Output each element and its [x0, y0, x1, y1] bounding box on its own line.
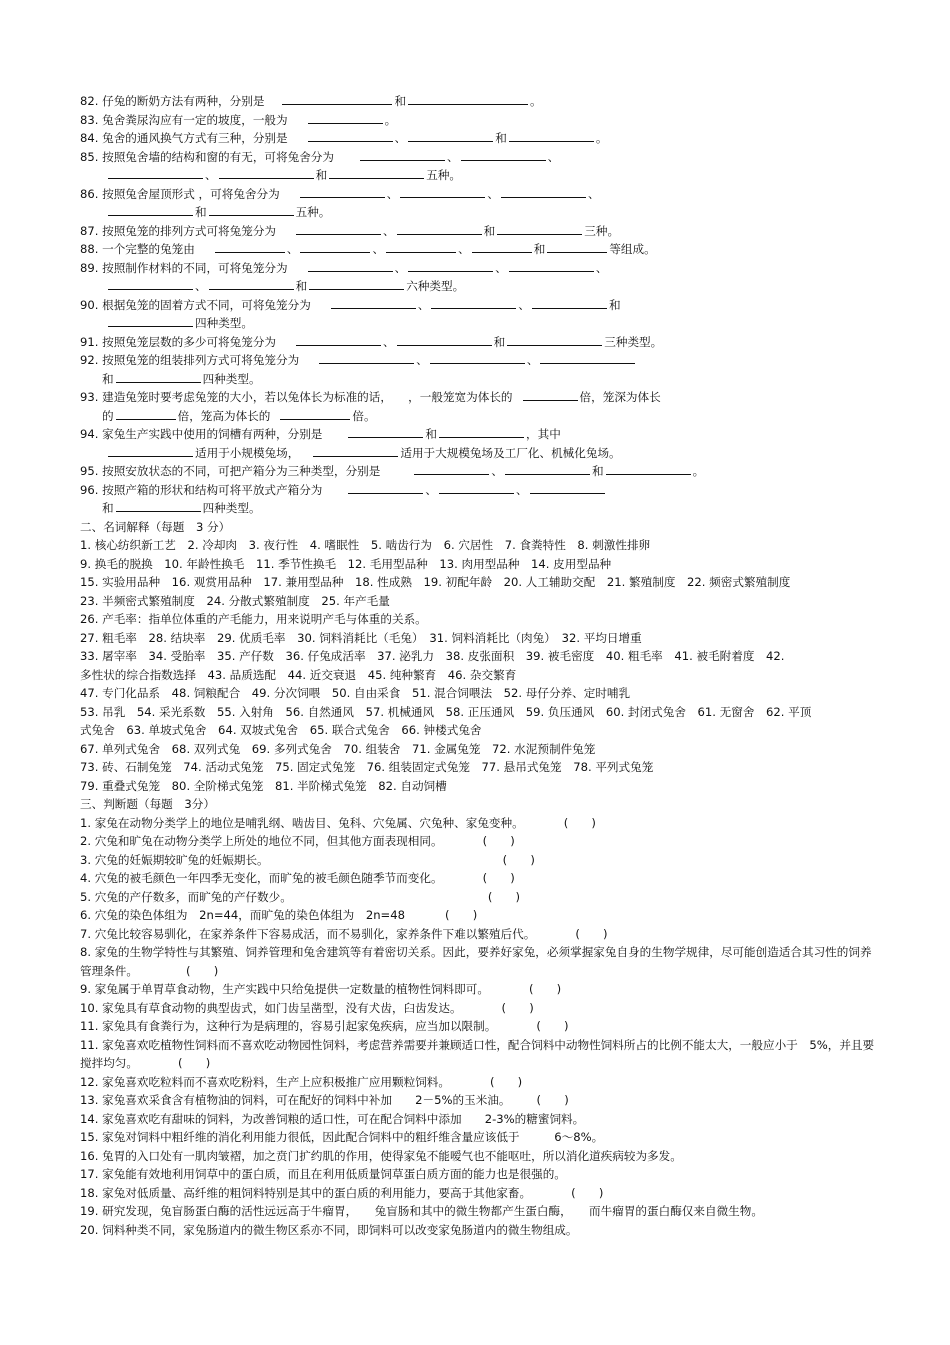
question-93 [80, 388, 880, 407]
definition-line: 27. 粗毛率 28. 结块率 29. 优质毛率 30. 饲料消耗比（毛兔） 31. 饲料消耗比（肉兔） 32. 平均日增重 [80, 630, 642, 645]
question-text: 、 [516, 482, 528, 497]
question-text: 适用于大规模兔场及工厂化、机械化兔场。 [400, 445, 621, 460]
answer-blank [507, 333, 602, 346]
question-85-cont [80, 166, 880, 185]
answer-blank [472, 240, 532, 253]
answer-paren: ( ) [502, 852, 535, 867]
question-text: 四种类型。 [202, 371, 261, 386]
answer-blank [431, 296, 516, 309]
question-92-cont [80, 370, 880, 389]
tf-text: 10. 家兔具有草食动物的典型齿式，如门齿呈凿型，没有犬齿，臼齿发达。 [80, 1000, 462, 1015]
question-text: 和 [425, 427, 438, 441]
tf-item [80, 1184, 880, 1203]
question-87 [80, 222, 880, 241]
question-text: 、 [416, 353, 428, 367]
question-text: 、 [491, 464, 503, 478]
question-text: 和 [609, 297, 621, 312]
tf-item [80, 925, 880, 944]
tf-item [80, 869, 880, 888]
definition-line: 式兔舍 63. 单坡式兔舍 64. 双坡式兔舍 65. 联合式兔舍 66. 钟楼式兔舍 [80, 723, 482, 737]
tf-text: 2. 穴兔和旷兔在动物分类学上所处的地位不同，但其他方面表现相同。 [80, 834, 443, 848]
answer-paren: ( ) [185, 963, 219, 978]
question-86-cont [80, 203, 880, 222]
answer-blank [108, 277, 193, 290]
question-text: 、 [205, 168, 217, 182]
question-text: 85. 按照兔舍墙的结构和窗的有无，可将兔舍分为 [80, 149, 334, 164]
question-text: 、 [394, 260, 407, 275]
tf-text: 3. 穴兔的妊娠期较旷兔的妊娠期长。 [80, 852, 269, 867]
tf-item: 15. 家兔对饲料中粗纤维的消化利用能力很低，因此配合饲料中的粗纤维含量应该低于 6～8%。 [80, 1130, 604, 1144]
definition-line: 79. 重叠式兔笼 80. 全阶梯式兔笼 81. 半阶梯式兔笼 82. 自动饲槽 [80, 778, 447, 793]
answer-blank [509, 259, 594, 272]
answer-blank [116, 370, 201, 383]
question-text: 。 [595, 131, 608, 145]
question-84 [80, 129, 880, 148]
answer-blank [300, 185, 385, 198]
question-text: 和 [102, 371, 114, 386]
question-text: 、 [487, 186, 499, 201]
answer-paren: ( ) [536, 1093, 569, 1107]
answer-blank [414, 462, 489, 475]
definition-line: 23. 半频密式繁殖制度 24. 分散式繁殖制度 25. 年产毛量 [80, 593, 390, 608]
question-text: ，一般笼宽为体长的 [408, 390, 513, 404]
answer-paren: ( ) [571, 1185, 604, 1200]
answer-blank [215, 240, 285, 253]
definition-line: 15. 实验用品种 16. 观赏用品种 17. 兼用型品种 18. 性成熟 19. 初配年龄 20. 人工辅助交配 21. 繁殖制度 22. 频密式繁殖制度 [80, 575, 791, 589]
answer-blank [606, 462, 691, 475]
question-text: 和 [533, 242, 546, 256]
answer-blank [329, 166, 424, 179]
answer-blank [523, 388, 578, 401]
question-text: 、 [383, 223, 395, 238]
tf-item [80, 1017, 880, 1036]
tf-text: 12. 家兔喜欢吃粒料而不喜欢吃粉料，生产上应积极推广应用颗粒饲料。 [80, 1074, 450, 1089]
definition-line: 9. 换毛的脱换 10. 年龄性换毛 11. 季节性换毛 12. 毛用型品种 13. 肉用型品种 14. 皮用型品种 [80, 556, 612, 571]
tf-text: 1. 家兔在动物分类学上的地位是哺乳纲、啮齿目、兔科、穴兔属、穴兔种、家兔变种。 [80, 815, 524, 830]
answer-blank [319, 351, 414, 364]
tf-item [80, 1036, 880, 1073]
answer-blank [509, 129, 594, 142]
question-text: 、 [595, 260, 608, 275]
question-text: 、 [447, 149, 459, 164]
question-91 [80, 333, 880, 352]
question-text: 93. 建造兔笼时要考虑兔笼的大小，若以兔体长为标准的话， [80, 390, 387, 404]
answer-blank [397, 222, 482, 235]
tf-item: 20. 饲料种类不同，家兔肠道内的微生物区系亦不同，即饲料可以改变家兔肠道内的微生物组成。 [80, 1222, 578, 1237]
answer-paren: ( ) [575, 926, 608, 941]
question-text: 、 [518, 297, 531, 312]
question-text: 。 [530, 94, 542, 108]
answer-blank [348, 481, 423, 494]
question-text: 和 [493, 334, 506, 349]
answer-blank [296, 333, 381, 346]
tf-text: 11. 家兔具有食粪行为，这种行为是病理的，容易引起家兔疾病，应当加以限制。 [80, 1019, 497, 1033]
definition-line: 73. 砖、石制兔笼 74. 活动式兔笼 75. 固定式兔笼 76. 组装固定式兔笼 77. 悬吊式兔笼 78. 平列式兔笼 [80, 760, 654, 774]
answer-blank [300, 240, 370, 253]
question-text: ，其中 [526, 427, 561, 441]
answer-blank [408, 92, 528, 105]
tf-item [80, 851, 880, 870]
answer-paren: ( ) [536, 1019, 569, 1033]
tf-item [80, 943, 880, 980]
answer-blank [309, 277, 404, 290]
answer-blank [530, 481, 605, 494]
tf-text: 18. 家兔对低质量、高纤维的粗饲料特别是其中的蛋白质的利用能力，要高于其他家畜。 [80, 1185, 532, 1200]
tf-item [80, 906, 880, 925]
question-text: 、 [286, 242, 299, 256]
answer-blank [296, 222, 381, 235]
tf-text: 11. 家兔喜欢吃植物性饲料而不喜欢吃动物园性饲料，考虑营养需要并兼顾适口性，配合饲料中动物性饲料所占的比例不能太大，一般应小于 5%，并且要搅拌均匀。 [80, 1037, 875, 1070]
question-text: 倍。 [352, 408, 376, 423]
question-89-cont [80, 277, 880, 296]
question-96-cont [80, 499, 880, 518]
tf-item [80, 999, 880, 1018]
answer-blank [108, 203, 193, 216]
section-heading-definitions: 二、名词解释（每题 3 分） [80, 519, 231, 534]
answer-blank [397, 333, 492, 346]
tf-item [80, 814, 880, 833]
question-text: 94. 家兔生产实践中使用的饲槽有两种，分别是 [80, 427, 323, 441]
answer-blank [547, 240, 607, 253]
answer-blank [116, 499, 201, 512]
tf-item: 14. 家兔喜欢吃有甜味的饲料，为改善饲粮的适口性，可在配合饲料中添加 2-3%的糖蜜饲料。 [80, 1111, 585, 1126]
tf-item [80, 1073, 880, 1092]
answer-blank [430, 351, 525, 364]
question-text: 等组成。 [609, 242, 656, 256]
question-text: 五种。 [295, 205, 331, 219]
question-text: 倍，笼深为体长 [579, 390, 661, 404]
section-heading-true-false: 三、判断题（每题 3分） [80, 797, 215, 811]
question-text: 。 [384, 112, 397, 127]
question-text: 87. 按照兔笼的排列方式可将兔笼分为 [80, 223, 277, 238]
answer-blank [313, 444, 398, 457]
answer-blank [282, 92, 392, 105]
tf-text: 6. 穴兔的染色体组为 2n=44，而旷兔的染色体组为 2n=48 [80, 908, 406, 922]
question-95 [80, 462, 880, 481]
tf-text: 4. 穴兔的被毛颜色一年四季无变化，而旷兔的被毛颜色随季节而变化。 [80, 871, 443, 885]
answer-paren: ( ) [482, 834, 515, 848]
question-text: 、 [587, 186, 600, 201]
answer-blank [532, 296, 607, 309]
answer-blank [386, 240, 456, 253]
answer-paren: ( ) [528, 982, 562, 996]
answer-blank [439, 481, 514, 494]
question-85 [80, 148, 880, 167]
question-text: 和 [315, 168, 328, 182]
question-text: 92. 按照兔笼的组装排列方式可将兔笼分为 [80, 353, 300, 367]
tf-item: 16. 兔胃的入口处有一肌肉皱褶，加之贲门扩约肌的作用，使得家兔不能嗳气也不能呕吐，所以消化道疾病较为多发。 [80, 1148, 682, 1163]
question-text: 倍，笼高为体长的 [177, 408, 271, 423]
question-90-cont [80, 314, 880, 333]
answer-blank [308, 129, 393, 142]
tf-text: 7. 穴兔比较容易驯化，在家养条件下容易成活，而不易驯化，家养条件下难以繁殖后代。 [80, 926, 536, 941]
answer-paren: ( ) [501, 1000, 534, 1015]
question-88 [80, 240, 880, 259]
answer-blank [501, 185, 586, 198]
question-text: 适用于小规模兔场， [195, 445, 300, 460]
definition-line: 67. 单列式兔舍 68. 双列式兔 69. 多列式兔舍 70. 组装舍 71. 金属兔笼 72. 水泥预制件兔笼 [80, 741, 596, 756]
tf-item: 17. 家兔能有效地利用饲草中的蛋白质，而且在利用低质量饲草蛋白质方面的能力也是很强的。 [80, 1167, 566, 1181]
answer-blank [108, 314, 193, 327]
answer-paren: ( ) [482, 871, 515, 885]
question-text: 、 [383, 334, 395, 349]
question-text: 的 [102, 408, 114, 423]
answer-blank [540, 351, 635, 364]
question-text: 91. 按照兔笼层数的多少可将兔笼分为 [80, 334, 277, 349]
question-text: 三种。 [584, 223, 620, 238]
answer-blank [408, 259, 493, 272]
question-92 [80, 351, 880, 370]
question-text: 90. 根据兔笼的固着方式不同，可将兔笼分为 [80, 297, 311, 312]
answer-blank [348, 425, 423, 438]
definition-line: 26. 产毛率：指单位体重的产毛能力，用来说明产毛与体重的关系。 [80, 612, 427, 626]
answer-blank [360, 148, 445, 161]
tf-text: 9. 家兔属于单胃草食动物，生产实践中只给兔提供一定数量的植物性饲料即可。 [80, 982, 489, 996]
tf-item [80, 1091, 880, 1110]
question-text: 和 [295, 279, 308, 293]
question-text: 四种类型。 [195, 316, 253, 330]
tf-item: 19. 研究发现，兔盲肠蛋白酶的活性远远高于牛瘤胃， 兔盲肠和其中的微生物都产生蛋白酶， 而牛瘤胃的蛋白酶仅来自微生物。 [80, 1204, 763, 1218]
question-90 [80, 296, 880, 315]
question-text: 86. 按照兔舍屋顶形式 ，可将兔舍分为 [80, 186, 280, 201]
question-82 [80, 92, 880, 111]
question-text: 和 [592, 464, 604, 478]
question-text: 、 [372, 242, 385, 256]
question-text: 。 [692, 464, 705, 478]
question-text: 、 [195, 279, 207, 293]
answer-paren: ( ) [563, 815, 596, 830]
answer-paren: ( ) [487, 889, 521, 904]
tf-text: 13. 家兔喜欢采食含有植物油的饲料，可在配好的饲料中补加 2－5%的玉米油。 [80, 1093, 511, 1107]
question-text: 、 [417, 297, 430, 312]
question-text: 和 [483, 223, 496, 238]
question-89 [80, 259, 880, 278]
question-text: 88. 一个完整的兔笼由 [80, 242, 195, 256]
answer-blank [461, 148, 546, 161]
answer-blank [408, 129, 493, 142]
answer-blank [209, 277, 294, 290]
definition-line: 多性状的综合指数选择 43. 品质选配 44. 近交衰退 45. 纯种繁育 46. 杂交繁育 [80, 667, 517, 682]
question-text: 82. 仔兔的断奶方法有两种，分别是 [80, 94, 265, 108]
answer-blank [497, 222, 582, 235]
question-text: 95. 按照安放状态的不同，可把产箱分为三种类型，分别是 [80, 464, 381, 478]
question-text: 和 [195, 205, 207, 219]
question-text: 96. 按照产箱的形状和结构可将平放式产箱分为 [80, 482, 323, 497]
answer-paren: ( ) [489, 1074, 523, 1089]
question-86 [80, 185, 880, 204]
question-text: 和 [495, 131, 507, 145]
answer-blank [400, 185, 485, 198]
question-text: 和 [102, 501, 114, 515]
answer-blank [308, 111, 383, 124]
answer-blank [219, 166, 314, 179]
answer-blank [439, 425, 524, 438]
definition-line: 1. 核心纺织新工艺 2. 冷却肉 3. 夜行性 4. 嗜眠性 5. 啮齿行为 6. 穴居性 7. 食粪特性 8. 刺激性排卵 [80, 538, 651, 552]
question-text: 四种类型。 [202, 501, 261, 515]
question-text: 89. 按照制作材料的不同，可将兔笼分为 [80, 260, 288, 275]
tf-item [80, 980, 880, 999]
answer-blank [116, 407, 176, 420]
answer-blank [308, 259, 393, 272]
question-text: 、 [495, 260, 507, 275]
question-text: 、 [547, 149, 560, 164]
tf-item [80, 888, 880, 907]
tf-item [80, 832, 880, 851]
answer-blank [505, 462, 590, 475]
question-text: 和 [394, 94, 407, 108]
answer-blank [280, 407, 350, 420]
question-93-cont [80, 407, 880, 426]
question-94 [80, 425, 880, 444]
question-text: 84. 兔舍的通风换气方式有三种，分别是 [80, 131, 288, 145]
question-96 [80, 481, 880, 500]
answer-blank [108, 166, 203, 179]
question-text: 、 [458, 242, 470, 256]
answer-blank [108, 444, 193, 457]
tf-text: 5. 穴兔的产仔数多，而旷兔的产仔数少。 [80, 889, 292, 904]
question-text: 、 [425, 482, 438, 497]
question-83 [80, 111, 880, 130]
question-text: 五种。 [426, 168, 462, 182]
definition-line: 33. 屠宰率 34. 受胎率 35. 产仔数 36. 仔兔成活率 37. 泌乳力 38. 皮张面积 39. 被毛密度 40. 粗毛率 41. 被毛附着度 42. [80, 649, 785, 663]
tf-text: 8. 家兔的生物学特性与其繁殖、饲养管理和兔舍建筑等有着密切关系。因此，要养好家兔，必须掌握家兔自身的生物学规律，尽可能创造适合其习性的饲养管理条件。 [80, 945, 872, 978]
answer-blank [209, 203, 294, 216]
question-text: 、 [386, 186, 399, 201]
question-text: 83. 兔舍粪尿沟应有一定的坡度，一般为 [80, 112, 288, 127]
question-text: 、 [394, 131, 407, 145]
question-text: 、 [526, 353, 539, 367]
question-text: 六种类型。 [406, 279, 465, 293]
definition-line: 53. 吊乳 54. 采光系数 55. 入射角 56. 自然通风 57. 机械通风 58. 正压通风 59. 负压通风 60. 封闭式兔舍 61. 无窗舍 62. 平顶 [80, 704, 812, 719]
definition-line: 47. 专门化品系 48. 饲粮配合 49. 分次饲喂 50. 自由采食 51. 混合饲喂法 52. 母仔分养、定时哺乳 [80, 686, 631, 700]
exam-document [80, 92, 880, 1239]
question-text: 三种类型。 [604, 334, 663, 349]
question-94-cont [80, 444, 880, 463]
answer-paren: ( ) [177, 1056, 211, 1070]
answer-paren: ( ) [445, 908, 478, 922]
answer-blank [331, 296, 416, 309]
